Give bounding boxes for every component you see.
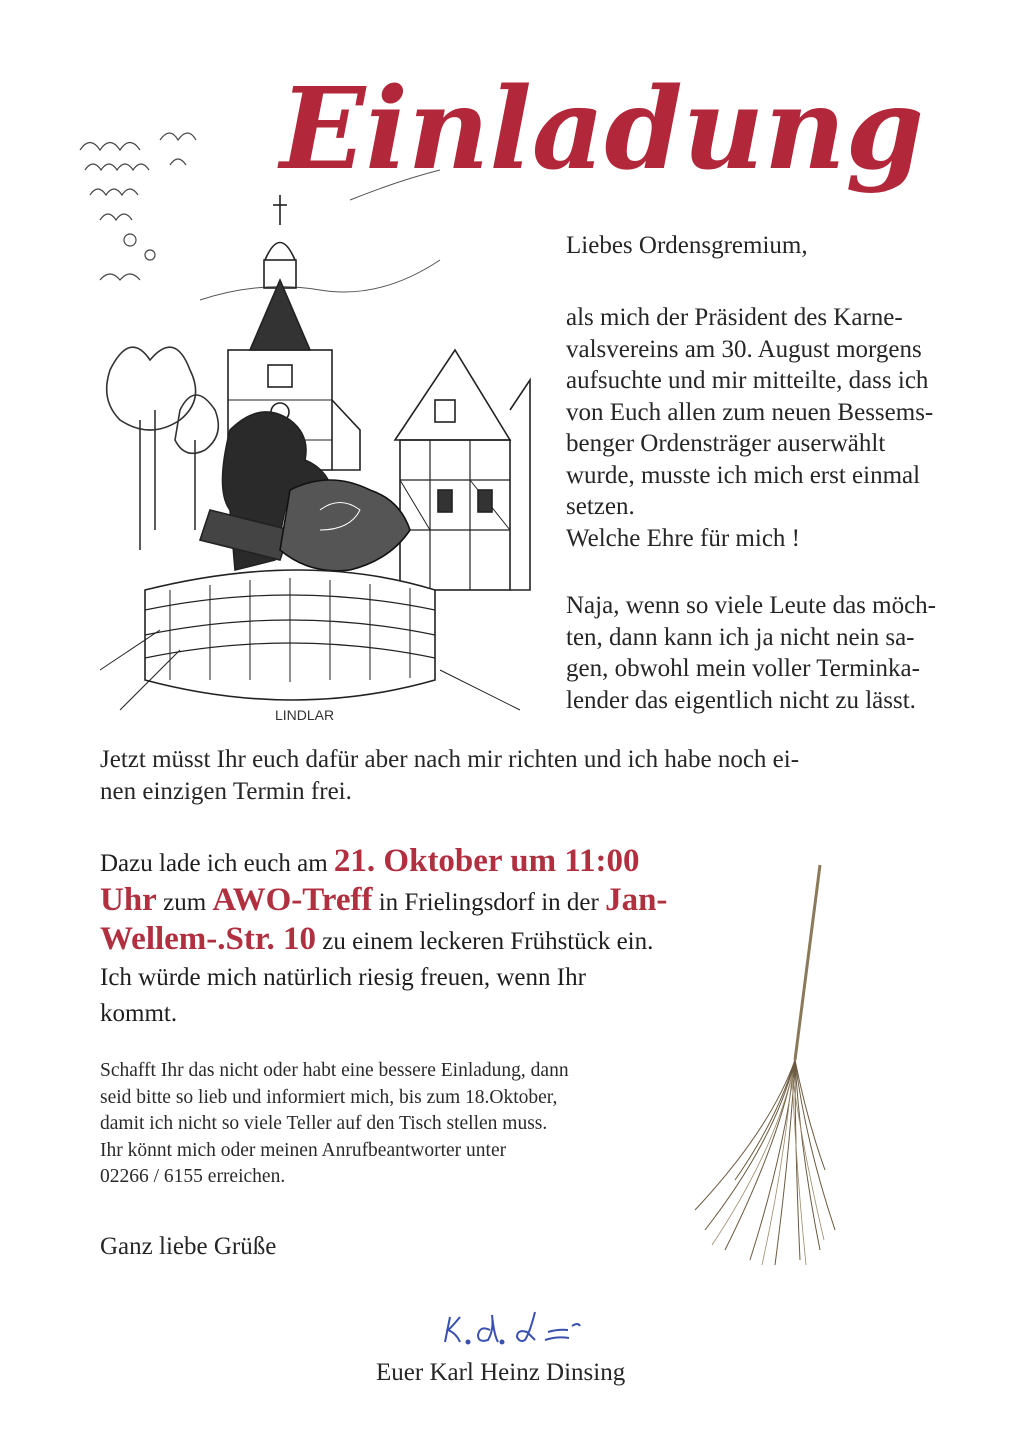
illustration-caption: LINDLAR: [275, 707, 335, 723]
text-line: seid bitte so lieb und informiert mich, bis zum 18.Oktober,: [100, 1086, 558, 1108]
text-line: benger Ordensträger auserwählt: [566, 430, 886, 457]
sender-name: Euer Karl Heinz Dinsing: [376, 1359, 626, 1386]
event-venue: AWO-Treff: [212, 882, 373, 918]
text-line: nen einzigen Termin frei.: [100, 777, 352, 805]
text-line: ten, dann kann ich ja nicht nein sa-: [566, 623, 915, 651]
text-line: von Euch allen zum neuen Bessems-: [566, 398, 934, 426]
closing: Ganz liebe Grüße: [100, 1233, 277, 1260]
text: Dazu lade ich euch am: [100, 850, 334, 877]
small-print: [100, 1058, 569, 1191]
paragraph-2: [566, 590, 936, 716]
text-line: Schafft Ihr das nicht oder habt eine bessere Einladung, dann: [100, 1060, 569, 1081]
text-line: Jetzt müsst Ihr euch dafür aber nach mir richten und ich habe noch ei-: [100, 746, 800, 773]
text-line: gen, obwohl mein voller Terminka-: [566, 655, 920, 682]
title-text: Einladung: [280, 64, 924, 195]
invitation-line-2: [100, 882, 667, 921]
text-line: aufsuchte und mir mitteilte, dass ich: [566, 367, 929, 394]
text-line: Ihr könnt mich oder meinen Anrufbeantworter unter: [100, 1139, 507, 1161]
invitation-line-4: Ich würde mich natürlich riesig freuen, wenn Ihr: [100, 964, 586, 991]
greeting: Liebes Ordensgremium,: [566, 232, 808, 259]
text-line: damit ich nicht so viele Teller auf den Tisch stellen muss.: [100, 1113, 548, 1134]
event-time-unit: Uhr: [100, 882, 157, 918]
text-line: 02266 / 6155 erreichen.: [100, 1166, 286, 1187]
text-line: Naja, wenn so viele Leute das möch-: [566, 592, 937, 619]
handwritten-signature: [420, 1302, 600, 1358]
text: zum: [156, 889, 213, 916]
text-line: als mich der Präsident des Karne-: [566, 304, 903, 331]
paragraph-3: [100, 744, 799, 807]
tree-sketch: [80, 133, 196, 280]
text-line: Welche Ehre für mich !: [566, 524, 800, 552]
text-line: setzen.: [566, 493, 635, 520]
lindlar-illustration: [60, 110, 535, 730]
paragraph-1: [566, 302, 933, 554]
event-street-a: Jan-: [605, 882, 668, 918]
invitation-line-5: kommt.: [100, 1000, 178, 1027]
half-timbered-house: [395, 350, 530, 590]
text: in Frielingsdorf in der: [372, 889, 606, 916]
invitation-block: [100, 843, 667, 1032]
broom-image: [690, 860, 840, 1280]
street-trees: [107, 347, 219, 550]
text: zu einem leckeren Frühstück ein.: [316, 928, 654, 955]
invitation-line-3: [100, 921, 667, 960]
event-date: 21. Oktober um 11:00: [333, 843, 640, 879]
text-line: lender das eigentlich nicht zu lässt.: [566, 686, 916, 714]
text-line: wurde, musste ich mich erst einmal: [566, 461, 921, 489]
invitation-line-1: [100, 843, 667, 882]
stone-basin: [100, 570, 520, 710]
event-street-b: Wellem-.Str. 10: [100, 921, 316, 957]
text-line: valsvereins am 30. August morgens: [566, 335, 922, 363]
fountain-statue: [200, 412, 410, 571]
